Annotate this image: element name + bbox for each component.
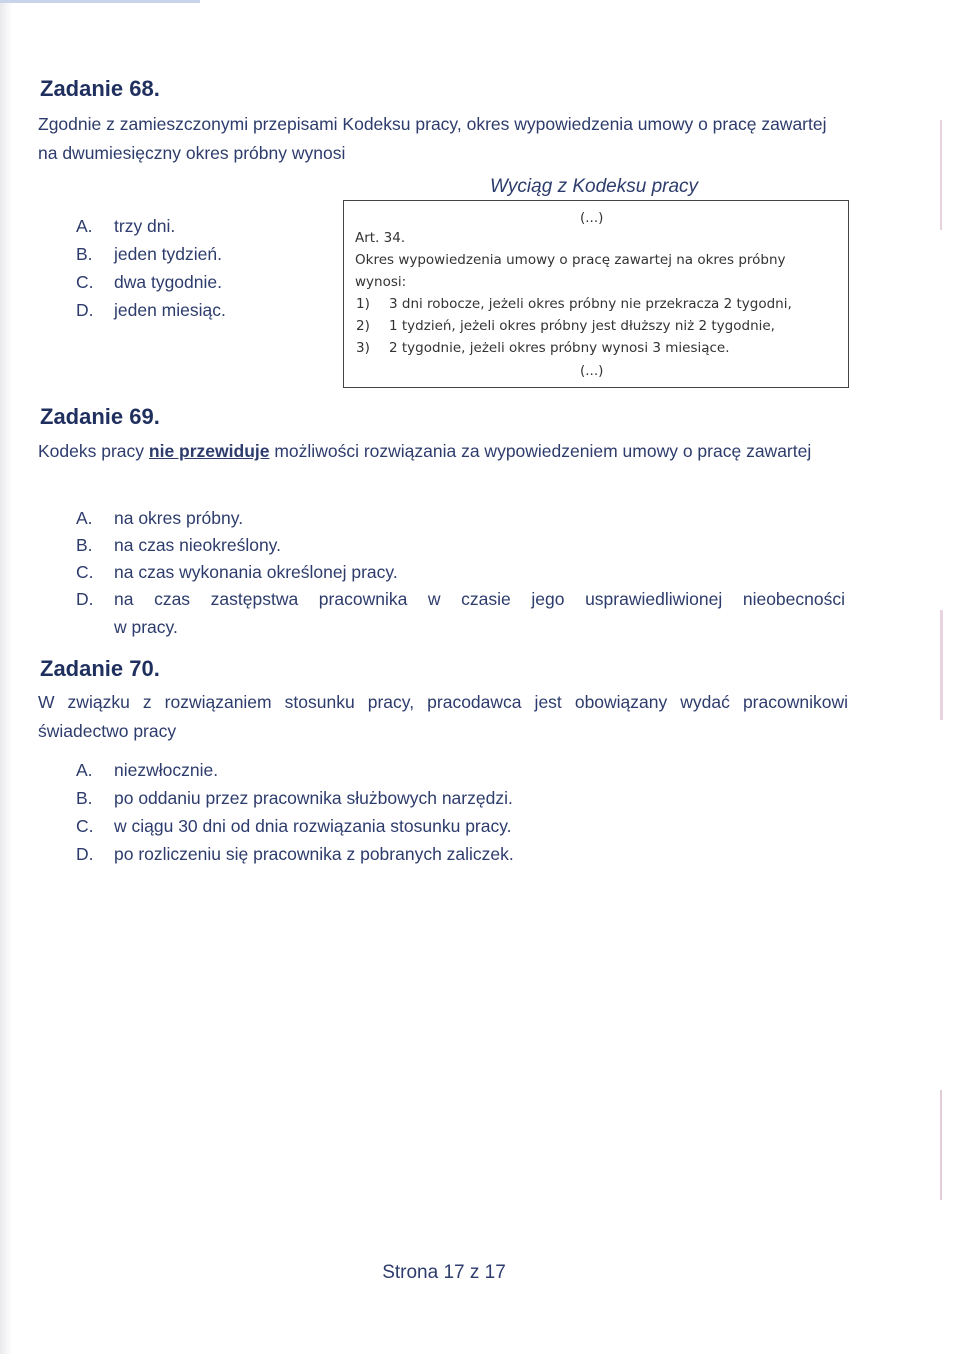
- task-70-question: W związku z rozwiązaniem stosunku pracy, pracodawca jest obowiązany wydać pracownikowi świadectwo pracy: [38, 692, 848, 741]
- option-text: po oddaniu przez pracownika służbowych narzędzi.: [114, 788, 513, 808]
- excerpt-article-number: Art. 34.: [355, 230, 406, 246]
- excerpt-intro-line-2: wynosi:: [355, 274, 407, 290]
- option-letter: D.: [76, 300, 94, 320]
- option-text: po rozliczeniu się pracownika z pobranych zaliczek.: [114, 844, 514, 864]
- scan-edge-left: [0, 0, 12, 1354]
- task-70-option-d[interactable]: [76, 840, 514, 868]
- excerpt-item-number: 1): [356, 296, 370, 312]
- option-text: trzy dni.: [114, 216, 176, 236]
- excerpt-item-text: 2 tygodnie, jeżeli okres próbny wynosi 3 miesiące.: [389, 340, 730, 356]
- task-69-question: [38, 437, 848, 466]
- task-68-option-d[interactable]: [76, 296, 226, 324]
- task-68-option-a[interactable]: [76, 212, 175, 240]
- option-letter: C.: [76, 562, 94, 582]
- task-69-option-c[interactable]: [76, 558, 398, 586]
- option-letter: A.: [76, 216, 93, 236]
- task-70-heading: Zadanie 70.: [40, 656, 160, 681]
- excerpt-title: Wyciąg z Kodeksu pracy: [490, 176, 699, 197]
- task-69-heading: Zadanie 69.: [40, 404, 160, 429]
- question-text: Kodeks pracy: [38, 441, 145, 461]
- excerpt-item-number: 3): [356, 340, 370, 356]
- option-text: niezwłocznie.: [114, 760, 219, 780]
- task-70-option-a[interactable]: [76, 756, 218, 784]
- option-letter: B.: [76, 535, 93, 555]
- option-letter: B.: [76, 244, 93, 264]
- excerpt-list-item: [356, 340, 730, 356]
- option-text: na czas zastępstwa pracownika w czasie jego usprawiedliwionej nieobecności: [114, 589, 845, 609]
- option-text: jeden miesiąc.: [114, 300, 226, 320]
- excerpt-box: [343, 200, 849, 388]
- task-69-option-d[interactable]: [76, 585, 845, 641]
- option-letter: D.: [76, 589, 94, 609]
- page-number: Strona 17 z 17: [382, 1262, 506, 1283]
- excerpt-item-text: 3 dni robocze, jeżeli okres próbny nie przekracza 2 tygodni,: [389, 296, 792, 312]
- question-emphasis: nie przewiduje: [148, 441, 270, 461]
- task-69-option-b[interactable]: [76, 531, 281, 559]
- task-69-option-a[interactable]: [76, 504, 243, 532]
- scan-mark-right: [922, 120, 942, 230]
- option-letter: B.: [76, 788, 93, 808]
- option-text: na okres próbny.: [114, 508, 244, 528]
- scan-edge-top: [0, 0, 200, 3]
- scan-mark-right: [922, 1090, 942, 1200]
- option-text: jeden tydzień.: [114, 244, 222, 264]
- excerpt-intro-line-1: Okres wypowiedzenia umowy o pracę zawartej na okres próbny: [355, 252, 786, 268]
- task-70-option-c[interactable]: [76, 812, 512, 840]
- question-text: możliwości rozwiązania za wypowiedzeniem umowy o pracę zawartej: [274, 441, 812, 461]
- task-70-option-b[interactable]: [76, 784, 513, 812]
- option-text-continued: w pracy.: [114, 617, 178, 637]
- option-text: na czas wykonania określonej pracy.: [114, 562, 398, 582]
- excerpt-list-item: [356, 318, 775, 334]
- option-letter: C.: [76, 272, 94, 292]
- task-68-option-b[interactable]: [76, 240, 222, 268]
- excerpt-item-text: 1 tydzień, jeżeli okres próbny jest dłuższy niż 2 tygodnie,: [389, 318, 775, 334]
- task-68-heading: Zadanie 68.: [40, 76, 160, 101]
- option-text: na czas nieokreślony.: [114, 535, 281, 555]
- option-letter: A.: [76, 508, 93, 528]
- scan-mark-right: [922, 610, 943, 720]
- option-text: dwa tygodnie.: [114, 272, 222, 292]
- task-68-question: Zgodnie z zamieszczonymi przepisami Kodeksu pracy, okres wypowiedzenia umowy o pracę zawartej na dwumiesięczny okres próbny wynosi: [38, 114, 827, 163]
- excerpt-list-item: [356, 296, 792, 312]
- option-letter: C.: [76, 816, 94, 836]
- excerpt-ellipsis-top: (...): [580, 210, 604, 226]
- option-text: w ciągu 30 dni od dnia rozwiązania stosunku pracy.: [114, 816, 512, 836]
- option-letter: D.: [76, 844, 94, 864]
- task-68-option-c[interactable]: [76, 268, 222, 296]
- excerpt-ellipsis-bottom: (...): [580, 363, 604, 379]
- option-letter: A.: [76, 760, 93, 780]
- excerpt-item-number: 2): [356, 318, 370, 334]
